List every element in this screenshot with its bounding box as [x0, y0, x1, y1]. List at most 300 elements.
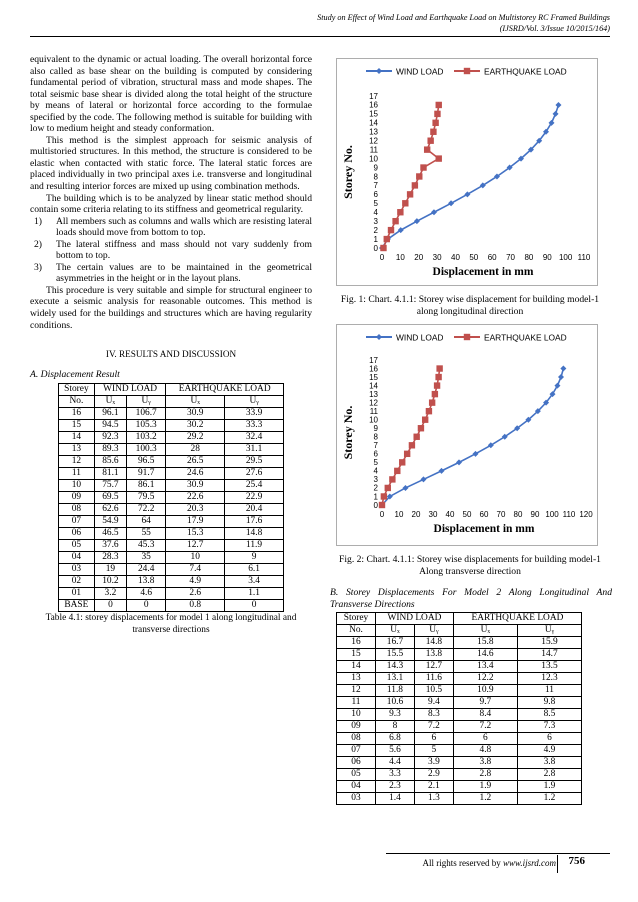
footer-text: [423, 858, 557, 868]
list-number: 1): [34, 215, 42, 227]
y-tick-label: 1: [373, 234, 378, 244]
table-cell: 13.8: [127, 576, 166, 588]
y-tick-label: 5: [373, 458, 378, 468]
x-tick-label: 0: [379, 253, 385, 262]
table-row: [337, 637, 582, 649]
y-tick-label: 8: [373, 172, 378, 182]
footer-rule: [386, 853, 610, 854]
subsection-heading: A. Displacement Result: [30, 368, 120, 380]
table-cell: 05: [59, 540, 95, 552]
table-cell: 91.7: [127, 468, 166, 480]
y-tick-label: 10: [369, 415, 378, 425]
table-cell: 62.6: [94, 504, 126, 516]
table-header: Uᵧ: [517, 625, 581, 637]
table-cell: 27.6: [225, 468, 284, 480]
table-cell: 79.5: [127, 492, 166, 504]
data-point: [432, 391, 438, 397]
table-row: [59, 516, 284, 528]
list-item: [30, 262, 312, 285]
x-tick-label: 60: [479, 510, 489, 519]
table-cell: 13: [59, 444, 95, 456]
header-rule: [30, 36, 610, 37]
table-row: [337, 793, 582, 805]
table-row: [59, 576, 284, 588]
table-cell: 94.5: [94, 420, 126, 432]
list-text: All members such as columns and walls which are resisting lateral loads should move from bottom to top.: [56, 215, 312, 239]
table-cell: 14: [337, 661, 376, 673]
table-cell: 7.3: [517, 721, 581, 733]
table-cell: 15: [59, 420, 95, 432]
table-row: [59, 504, 284, 516]
table-cell: 12.3: [517, 673, 581, 685]
x-axis-label: Displacement in mm: [433, 523, 535, 535]
data-point: [404, 451, 410, 457]
table-cell: 1.2: [453, 793, 517, 805]
table-cell: 8.3: [414, 709, 453, 721]
table-cell: 10: [166, 552, 225, 564]
table-row: [337, 673, 582, 685]
table-row: [59, 480, 284, 492]
footer-link[interactable]: www.ijsrd.com: [502, 858, 556, 868]
y-tick-label: 10: [369, 154, 378, 164]
data-point: [412, 182, 418, 188]
x-tick-label: 100: [558, 253, 573, 262]
table-cell: 8: [375, 721, 414, 733]
table-cell: 1.4: [375, 793, 414, 805]
table-cell: 1.9: [517, 781, 581, 793]
table-row: [337, 709, 582, 721]
header-journal: (IJSRD/Vol. 3/Issue 10/2015/164): [499, 24, 610, 33]
data-point: [435, 374, 441, 380]
table-cell: 10.5: [414, 685, 453, 697]
table-cell: 30.9: [166, 480, 225, 492]
x-tick-label: 20: [411, 510, 421, 519]
table-cell: 1.1: [225, 588, 284, 600]
table-cell: 11.8: [375, 685, 414, 697]
table-cell: 30.2: [166, 420, 225, 432]
table-cell: 13.4: [453, 661, 517, 673]
table-cell: 15.9: [517, 637, 581, 649]
x-tick-label: 110: [577, 253, 591, 262]
table-header: EARTHQUAKE LOAD: [166, 384, 284, 396]
table-cell: 13.5: [517, 661, 581, 673]
table-cell: 1.9: [453, 781, 517, 793]
table-row: [337, 781, 582, 793]
table-header: No.: [337, 625, 376, 637]
paragraph: This method is the simplest approach for seismic analysis of multistoried structures. In this method, the structure is considered to be elastic when contacted with static force. The lateral static forces are placed individually in two principal axes i.e. transverse and longitudinal and resulting interior forces are mixed up using combination methods.: [30, 134, 312, 193]
y-tick-label: 4: [373, 208, 378, 218]
y-tick-label: 14: [369, 118, 378, 128]
table-row: [59, 588, 284, 600]
table-cell: 15.5: [375, 649, 414, 661]
table-cell: 14.8: [414, 637, 453, 649]
table-cell: 3.8: [453, 757, 517, 769]
legend-label: EARTHQUAKE LOAD: [484, 332, 567, 343]
y-tick-label: 17: [369, 355, 378, 365]
table-row: [59, 432, 284, 444]
paragraph: The building which is to be analyzed by linear static method should contain some criteria relating to its stiffness and geometrical regularity.: [30, 192, 312, 216]
table-row: [337, 721, 582, 733]
y-tick-label: 3: [373, 216, 378, 226]
y-tick-label: 17: [369, 91, 378, 101]
table-cell: 11.6: [414, 673, 453, 685]
x-tick-label: 20: [414, 253, 424, 262]
table-row: [337, 685, 582, 697]
data-point: [416, 173, 422, 179]
table-cell: 0: [94, 600, 126, 612]
header-title: Study on Effect of Wind Load and Earthquake Load on Multistorey RC Framed Buildings: [317, 13, 610, 22]
table-cell: 01: [59, 588, 95, 600]
table-cell: 15.3: [166, 528, 225, 540]
data-point: [392, 218, 398, 224]
table-cell: 8.4: [453, 709, 517, 721]
x-tick-label: 80: [524, 253, 534, 262]
table-row: [337, 745, 582, 757]
displacement-table-model-2: [336, 612, 582, 805]
table-cell: 2.1: [414, 781, 453, 793]
table-cell: 1.2: [517, 793, 581, 805]
table-cell: 14.7: [517, 649, 581, 661]
data-point: [436, 155, 442, 161]
table-caption: Table 4.1: storey displacements for model 1 along longitudinal and transverse directions: [45, 613, 297, 635]
table-row: [59, 420, 284, 432]
table-cell: 28: [166, 444, 225, 456]
table-cell: 05: [337, 769, 376, 781]
y-tick-label: 11: [369, 406, 378, 416]
x-tick-label: 50: [469, 253, 479, 262]
table-cell: 14: [59, 432, 95, 444]
data-point: [402, 200, 408, 206]
table-cell: 11.9: [225, 540, 284, 552]
table-cell: 14.6: [453, 649, 517, 661]
table-cell: 3.3: [375, 769, 414, 781]
table-row: [59, 600, 284, 612]
table-cell: 14.8: [225, 528, 284, 540]
table-cell: 4.6: [127, 588, 166, 600]
table-cell: 96.5: [127, 456, 166, 468]
table-cell: 81.1: [94, 468, 126, 480]
table-header: Uᵧ: [127, 396, 166, 408]
data-point: [388, 227, 394, 233]
x-tick-label: 50: [462, 510, 472, 519]
displacement-chart-transverse: [336, 324, 598, 546]
table-header: EARTHQUAKE LOAD: [453, 613, 581, 625]
data-point: [418, 425, 424, 431]
table-cell: 30.9: [166, 408, 225, 420]
table-cell: 10.9: [453, 685, 517, 697]
y-tick-label: 11: [369, 145, 378, 155]
table-cell: 6: [414, 733, 453, 745]
table-cell: 86.1: [127, 480, 166, 492]
footer-label: All rights reserved by: [422, 858, 503, 868]
table-cell: 33.9: [225, 408, 284, 420]
data-point: [436, 365, 442, 371]
y-tick-label: 0: [373, 243, 378, 253]
table-row: [59, 492, 284, 504]
table-cell: 07: [59, 516, 95, 528]
table-cell: 09: [59, 492, 95, 504]
table-row: [59, 528, 284, 540]
paragraph: equivalent to the dynamic or actual loading. The overall horizontal force also called as base shear on the building is computed by considering fundamental period of vibration, structural mass and mode shapes. The total seismic base shear is divided along the total height of the structure by means of lateral or horizontal force according to the formulae specified by the code. The following method is suitable for building with low to medium height and steady conformation.: [30, 54, 312, 135]
y-tick-label: 1: [373, 492, 378, 502]
legend-label: EARTHQUAKE LOAD: [484, 66, 567, 77]
table-cell: 19: [94, 564, 126, 576]
data-point: [434, 382, 440, 388]
y-tick-label: 0: [373, 500, 378, 510]
x-tick-label: 10: [394, 510, 404, 519]
y-tick-label: 6: [373, 449, 378, 459]
table-cell: 54.9: [94, 516, 126, 528]
table-cell: 03: [337, 793, 376, 805]
table-cell: 2.6: [166, 588, 225, 600]
table-header: Storey: [59, 384, 95, 396]
y-tick-label: 13: [369, 389, 378, 399]
data-point: [385, 485, 391, 491]
table-cell: 12: [337, 685, 376, 697]
table-cell: 22.9: [225, 492, 284, 504]
table-cell: 106.7: [127, 408, 166, 420]
table-row: [59, 456, 284, 468]
legend-marker: [464, 334, 470, 340]
table-cell: 5: [414, 745, 453, 757]
list-item: [30, 239, 312, 262]
table-cell: 08: [59, 504, 95, 516]
table-cell: 9.8: [517, 697, 581, 709]
table-cell: 45.3: [127, 540, 166, 552]
y-tick-label: 7: [373, 441, 378, 451]
table-cell: 09: [337, 721, 376, 733]
table-cell: 29.2: [166, 432, 225, 444]
table-cell: 105.3: [127, 420, 166, 432]
table-cell: 6: [453, 733, 517, 745]
data-point: [381, 493, 387, 499]
list-text: The lateral stiffness and mass should not vary suddenly from bottom to top.: [56, 238, 312, 262]
table-row: [59, 444, 284, 456]
page-number: 756: [568, 855, 585, 867]
table-cell: BASE: [59, 600, 95, 612]
table-cell: 9.3: [375, 709, 414, 721]
table-cell: 2.8: [453, 769, 517, 781]
table-cell: 10.6: [375, 697, 414, 709]
left-column: [30, 54, 312, 636]
y-tick-label: 16: [369, 100, 378, 110]
table-cell: 26.5: [166, 456, 225, 468]
table-cell: 16: [59, 408, 95, 420]
data-point: [409, 442, 415, 448]
table-cell: 96.1: [94, 408, 126, 420]
x-tick-label: 90: [542, 253, 552, 262]
data-point: [427, 138, 433, 144]
table-cell: 08: [337, 733, 376, 745]
table-cell: 9.7: [453, 697, 517, 709]
y-tick-label: 3: [373, 475, 378, 485]
x-tick-label: 120: [579, 510, 593, 519]
data-point: [434, 111, 440, 117]
table-cell: 8.5: [517, 709, 581, 721]
table-cell: 29.5: [225, 456, 284, 468]
table-cell: 15: [337, 649, 376, 661]
table-cell: 75.7: [94, 480, 126, 492]
table-cell: 6.1: [225, 564, 284, 576]
y-tick-label: 7: [373, 181, 378, 191]
table-cell: 0: [127, 600, 166, 612]
data-point: [397, 209, 403, 215]
x-tick-label: 40: [445, 510, 455, 519]
table-row: [337, 757, 582, 769]
table-header: Storey: [337, 613, 376, 625]
table-cell: 13.8: [414, 649, 453, 661]
x-tick-label: 40: [451, 253, 460, 262]
x-tick-label: 10: [395, 253, 405, 262]
data-point: [432, 120, 438, 126]
table-cell: 20.3: [166, 504, 225, 516]
table-cell: 04: [59, 552, 95, 564]
data-point: [426, 408, 432, 414]
table-cell: 6: [517, 733, 581, 745]
table-cell: 02: [59, 576, 95, 588]
table-cell: 7.2: [453, 721, 517, 733]
table-cell: 2.8: [517, 769, 581, 781]
table-cell: 3.2: [94, 588, 126, 600]
table-cell: 14.3: [375, 661, 414, 673]
table-cell: 11: [517, 685, 581, 697]
table-header: Uₓ: [375, 625, 414, 637]
data-point: [384, 236, 390, 242]
table-cell: 25.4: [225, 480, 284, 492]
table-cell: 10: [59, 480, 95, 492]
y-axis-label: Storey No.: [341, 405, 355, 460]
table-cell: 11: [59, 468, 95, 480]
x-tick-label: 70: [496, 510, 506, 519]
table-cell: 46.5: [94, 528, 126, 540]
table-cell: 22.6: [166, 492, 225, 504]
table-cell: 0: [225, 600, 284, 612]
list-number: 3): [34, 261, 42, 273]
table-cell: 3.4: [225, 576, 284, 588]
table-row: [59, 552, 284, 564]
table-cell: 13.1: [375, 673, 414, 685]
list-text: The certain values are to be maintained in the geometrical asymmetries in the height or in the layout plans.: [56, 261, 312, 285]
table-row: [59, 468, 284, 480]
table-cell: 5.6: [375, 745, 414, 757]
table-row: [337, 697, 582, 709]
table-cell: 4.8: [453, 745, 517, 757]
table-header: WIND LOAD: [375, 613, 453, 625]
table-cell: 33.3: [225, 420, 284, 432]
data-point: [429, 399, 435, 405]
data-point: [422, 417, 428, 423]
table-cell: 12.7: [166, 540, 225, 552]
figure-caption: Fig. 1: Chart. 4.1.1: Storey wise displacement for building model-1 along longitudinal direction: [340, 294, 600, 317]
table-cell: 55: [127, 528, 166, 540]
table-cell: 35: [127, 552, 166, 564]
x-tick-label: 90: [530, 510, 540, 519]
table-cell: 12: [59, 456, 95, 468]
data-point: [430, 129, 436, 135]
table-cell: 3.9: [414, 757, 453, 769]
x-tick-label: 80: [513, 510, 523, 519]
y-tick-label: 9: [373, 424, 378, 434]
displacement-chart-longitudinal: [336, 58, 598, 286]
table-cell: 17.6: [225, 516, 284, 528]
table-cell: 12.7: [414, 661, 453, 673]
data-point: [379, 502, 385, 508]
running-header: [317, 12, 610, 34]
y-tick-label: 2: [373, 483, 378, 493]
table-row: [337, 661, 582, 673]
legend-label: WIND LOAD: [396, 332, 444, 343]
table-cell: 20.4: [225, 504, 284, 516]
table-cell: 11: [337, 697, 376, 709]
table-cell: 4.9: [517, 745, 581, 757]
x-tick-label: 100: [545, 510, 559, 519]
criteria-list: [30, 216, 312, 285]
legend-label: WIND LOAD: [396, 66, 444, 77]
figure-caption: Fig. 2: Chart. 4.1.1: Storey wise displacements for building model-1 Along transverse direction: [339, 554, 601, 577]
table-row: [337, 769, 582, 781]
y-tick-label: 4: [373, 466, 378, 476]
table-cell: 07: [337, 745, 376, 757]
data-point: [436, 102, 442, 108]
table-cell: 31.1: [225, 444, 284, 456]
data-point: [407, 191, 413, 197]
table-cell: 89.3: [94, 444, 126, 456]
subsection-heading: B. Storey Displacements For Model 2 Along Longitudinal And Transverse Directions: [330, 587, 612, 610]
table-cell: 2.3: [375, 781, 414, 793]
table-row: [337, 733, 582, 745]
data-point: [380, 245, 386, 251]
table-cell: 03: [59, 564, 95, 576]
list-number: 2): [34, 238, 42, 250]
table-cell: 10: [337, 709, 376, 721]
table-row: [337, 649, 582, 661]
table-cell: 24.4: [127, 564, 166, 576]
x-tick-label: 30: [432, 253, 442, 262]
table-cell: 16.7: [375, 637, 414, 649]
y-tick-label: 16: [369, 364, 378, 374]
table-cell: 28.3: [94, 552, 126, 564]
y-tick-label: 8: [373, 432, 378, 442]
table-cell: 6.8: [375, 733, 414, 745]
y-tick-label: 5: [373, 199, 378, 209]
data-point: [424, 146, 430, 152]
y-tick-label: 15: [369, 109, 378, 119]
y-tick-label: 2: [373, 225, 378, 235]
table-cell: 32.4: [225, 432, 284, 444]
table-cell: 7.4: [166, 564, 225, 576]
table-cell: 103.2: [127, 432, 166, 444]
table-cell: 64: [127, 516, 166, 528]
data-point: [413, 434, 419, 440]
displacement-table-model-1: [58, 383, 284, 612]
data-point: [399, 459, 405, 465]
x-tick-label: 30: [428, 510, 438, 519]
section-heading: IV. RESULTS AND DISCUSSION: [105, 349, 237, 360]
data-point: [420, 164, 426, 170]
table-header: Uᵧ: [414, 625, 453, 637]
table-cell: 0.8: [166, 600, 225, 612]
table-cell: 15.8: [453, 637, 517, 649]
x-axis-label: Displacement in mm: [432, 266, 534, 278]
table-cell: 7.2: [414, 721, 453, 733]
table-cell: 85.6: [94, 456, 126, 468]
table-cell: 06: [337, 757, 376, 769]
y-tick-label: 13: [369, 127, 378, 137]
y-tick-label: 15: [369, 372, 378, 382]
table-cell: 16: [337, 637, 376, 649]
table-cell: 13: [337, 673, 376, 685]
table-header: No.: [59, 396, 95, 408]
